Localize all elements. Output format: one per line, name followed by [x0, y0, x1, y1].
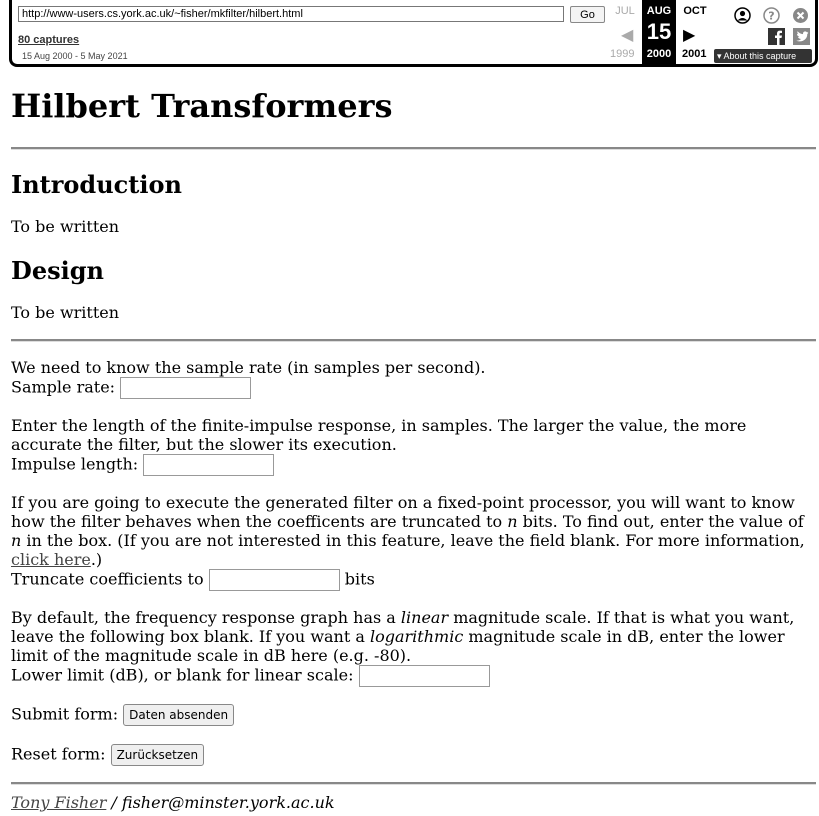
truncate-row: [11, 569, 816, 591]
truncate-text-4: .): [90, 550, 103, 569]
lower-limit-description: [11, 608, 816, 665]
submit-label: Submit form:: [11, 704, 119, 724]
impulse-description: Enter the length of the finite-impulse response, in samples. The larger the value, the more accurate the filter, but the slower its execution.: [11, 416, 747, 454]
lower-limit-input[interactable]: [359, 665, 490, 687]
design-text: To be written: [11, 303, 120, 322]
author-separator: /: [106, 793, 122, 812]
footer: [11, 793, 816, 812]
truncate-text-1: If you are going to execute the generated filter on a fixed-point processor, you will want to know how the filter behaves when the coefficents are truncated to: [11, 493, 795, 531]
divider: [11, 782, 816, 785]
truncate-unit: bits: [344, 569, 375, 589]
truncate-n-1: n: [507, 512, 518, 531]
impulse-row: [11, 454, 816, 476]
truncate-description: [11, 493, 816, 569]
submit-row: [11, 704, 816, 726]
next-month-link[interactable]: OCT: [683, 5, 707, 17]
divider: [11, 147, 816, 150]
page-content: [11, 86, 816, 812]
user-icon[interactable]: [734, 7, 751, 24]
prev-month-link[interactable]: JUL: [615, 5, 635, 17]
truncate-bits-input[interactable]: [209, 569, 340, 591]
sample-rate-description: We need to know the sample rate (in samples per second).: [11, 358, 486, 377]
svg-text:?: ?: [768, 9, 775, 23]
reset-button[interactable]: Zurücksetzen: [111, 744, 205, 766]
design-heading: Design: [11, 256, 104, 285]
page-title: Hilbert Transformers: [11, 87, 393, 125]
reset-row: [11, 744, 816, 766]
author-link[interactable]: Tony Fisher: [11, 793, 107, 812]
sample-rate-label: Sample rate:: [11, 377, 116, 397]
intro-heading: Introduction: [11, 170, 182, 199]
close-icon[interactable]: [792, 7, 809, 24]
impulse-length-input[interactable]: [143, 454, 274, 476]
help-icon[interactable]: [763, 7, 780, 24]
prev-year-link[interactable]: 1999: [610, 48, 635, 60]
go-button[interactable]: Go: [570, 6, 605, 23]
wayback-toolbar: [9, 0, 818, 67]
next-year-link[interactable]: 2001: [682, 48, 707, 60]
sample-rate-row: [11, 377, 816, 399]
prev-capture-arrow-icon[interactable]: ◀: [621, 27, 634, 44]
truncate-label: Truncate coefficients to: [11, 569, 204, 589]
truncate-text-3: in the box. (If you are not interested in this feature, leave the field blank. For more information,: [21, 531, 805, 550]
url-input[interactable]: http://www-users.cs.york.ac.uk/~fisher/mkfilter/hilbert.html: [18, 6, 564, 22]
sample-rate-input[interactable]: [120, 377, 251, 399]
limit-linear: linear: [400, 608, 449, 627]
next-capture-arrow-icon[interactable]: ▶: [683, 27, 696, 44]
truncate-text-2: bits. To find out, enter the value of: [517, 512, 804, 531]
current-year: 2000: [646, 48, 672, 60]
reset-label: Reset form:: [11, 744, 106, 764]
limit-text-2: magnitude scale. If that is what you want, leave the following box blank. If you want a: [11, 608, 795, 646]
lower-limit-row: [11, 665, 816, 687]
limit-logarithmic: logarithmic: [370, 627, 464, 646]
truncate-n-2: n: [11, 531, 22, 550]
limit-text-3: magnitude scale in dB, enter the lower limit of the magnitude scale in dB here (e.g. -80).: [11, 627, 785, 665]
about-capture-label: About this capture: [723, 51, 797, 61]
author-email: fisher@minster.york.ac.uk: [121, 793, 335, 812]
current-month: AUG: [646, 5, 672, 17]
limit-text-1: By default, the frequency response graph has a: [11, 608, 401, 627]
submit-button[interactable]: Daten absenden: [123, 704, 234, 726]
impulse-length-label: Impulse length:: [11, 454, 139, 474]
facebook-icon[interactable]: [768, 28, 785, 45]
divider: [11, 339, 816, 342]
lower-limit-label: Lower limit (dB), or blank for linear scale:: [11, 665, 354, 685]
current-capture-date: [642, 0, 676, 64]
current-day: 15: [646, 19, 672, 44]
twitter-icon[interactable]: [793, 28, 810, 45]
about-capture-button[interactable]: ▾ About this capture: [714, 49, 812, 63]
captures-link[interactable]: 80 captures: [18, 34, 80, 46]
intro-text: To be written: [11, 217, 120, 236]
capture-date-range: 15 Aug 2000 - 5 May 2021: [22, 51, 128, 61]
more-info-link[interactable]: click here: [11, 550, 91, 569]
